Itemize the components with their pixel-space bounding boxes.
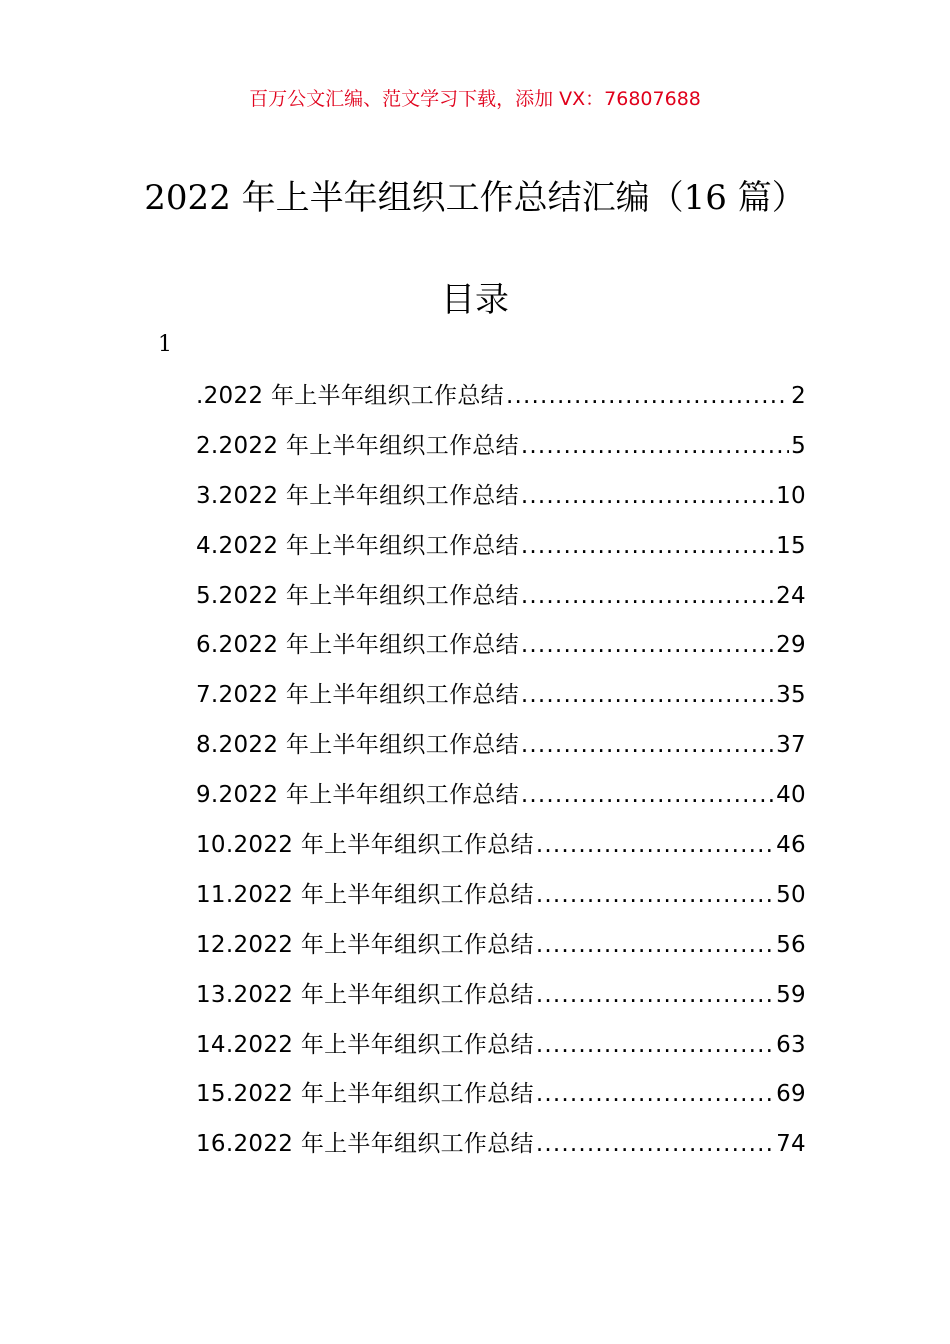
toc-dot-leader xyxy=(536,977,774,1013)
toc-entry-label: 2.2022 年上半年组织工作总结 xyxy=(196,432,519,459)
toc-entry[interactable] xyxy=(196,1126,806,1176)
toc-entry[interactable] xyxy=(196,827,806,877)
toc-entry[interactable] xyxy=(196,1076,806,1126)
toc-entry[interactable] xyxy=(196,927,806,977)
toc-entry-label: 3.2022 年上半年组织工作总结 xyxy=(196,482,519,509)
toc-dot-leader xyxy=(536,1126,774,1162)
toc-entry-label: 11.2022 年上半年组织工作总结 xyxy=(196,881,534,908)
toc-entry-page: 35 xyxy=(776,682,806,709)
toc-dot-leader xyxy=(536,927,774,963)
toc-entry-label: 5.2022 年上半年组织工作总结 xyxy=(196,582,519,609)
toc-entry-label: 7.2022 年上半年组织工作总结 xyxy=(196,682,519,709)
header-promo-note: 百万公文汇编、范文学习下载，添加 VX：76807688 xyxy=(249,88,701,110)
toc-entry[interactable] xyxy=(196,478,806,528)
toc-entry-label: 10.2022 年上半年组织工作总结 xyxy=(196,832,534,859)
toc-entry-label: .2022 年上半年组织工作总结 xyxy=(196,383,504,409)
toc-entry-page: 56 xyxy=(776,931,806,958)
toc-dot-leader xyxy=(521,677,774,713)
toc-dot-leader xyxy=(536,1076,774,1112)
toc-entry[interactable] xyxy=(196,378,806,428)
toc-entry[interactable] xyxy=(196,977,806,1027)
toc-heading: 目录 xyxy=(441,280,509,320)
toc-entry-page: 29 xyxy=(776,632,806,659)
toc-entry-label: 16.2022 年上半年组织工作总结 xyxy=(196,1131,534,1158)
toc-entry[interactable] xyxy=(196,877,806,927)
toc-dot-leader xyxy=(506,378,789,414)
toc-entry-label: 9.2022 年上半年组织工作总结 xyxy=(196,782,519,809)
toc-entry-page: 50 xyxy=(776,881,806,908)
toc-entry[interactable] xyxy=(196,1027,806,1077)
document-title: 2022 年上半年组织工作总结汇编（16 篇） xyxy=(144,178,806,218)
toc-entry[interactable] xyxy=(196,528,806,578)
toc-dot-leader xyxy=(521,777,774,813)
toc-dot-leader xyxy=(521,727,774,763)
toc-entry-page: 63 xyxy=(776,1031,806,1058)
toc-entry-page: 46 xyxy=(776,832,806,859)
toc-dot-leader xyxy=(521,528,774,564)
toc-dot-leader xyxy=(521,578,774,614)
toc-entry-label: 12.2022 年上半年组织工作总结 xyxy=(196,931,534,958)
table-of-contents xyxy=(196,378,806,1176)
toc-dot-leader xyxy=(536,827,774,863)
toc-entry[interactable] xyxy=(196,428,806,478)
toc-entry-page: 24 xyxy=(776,582,806,609)
toc-entry-page: 2 xyxy=(791,383,806,409)
toc-entry-page: 37 xyxy=(776,732,806,759)
toc-entry-page: 40 xyxy=(776,782,806,809)
toc-dot-leader xyxy=(521,428,789,464)
toc-entry-page: 74 xyxy=(776,1131,806,1158)
toc-entry-label: 13.2022 年上半年组织工作总结 xyxy=(196,981,534,1008)
toc-stray-number: 1 xyxy=(158,332,172,357)
toc-entry-page: 15 xyxy=(776,532,806,559)
toc-entry-label: 8.2022 年上半年组织工作总结 xyxy=(196,732,519,759)
toc-entry[interactable] xyxy=(196,627,806,677)
toc-entry[interactable] xyxy=(196,578,806,628)
toc-entry-page: 5 xyxy=(791,432,806,459)
toc-dot-leader xyxy=(536,877,774,913)
toc-entry-page: 10 xyxy=(776,482,806,509)
toc-entry[interactable] xyxy=(196,777,806,827)
toc-dot-leader xyxy=(536,1027,774,1063)
toc-entry[interactable] xyxy=(196,727,806,777)
toc-entry-label: 6.2022 年上半年组织工作总结 xyxy=(196,632,519,659)
toc-dot-leader xyxy=(521,478,774,514)
toc-entry-page: 59 xyxy=(776,981,806,1008)
toc-dot-leader xyxy=(521,627,774,663)
toc-entry-label: 14.2022 年上半年组织工作总结 xyxy=(196,1031,534,1058)
toc-entry-label: 4.2022 年上半年组织工作总结 xyxy=(196,532,519,559)
toc-entry[interactable] xyxy=(196,677,806,727)
toc-entry-page: 69 xyxy=(776,1081,806,1108)
toc-entry-label: 15.2022 年上半年组织工作总结 xyxy=(196,1081,534,1108)
